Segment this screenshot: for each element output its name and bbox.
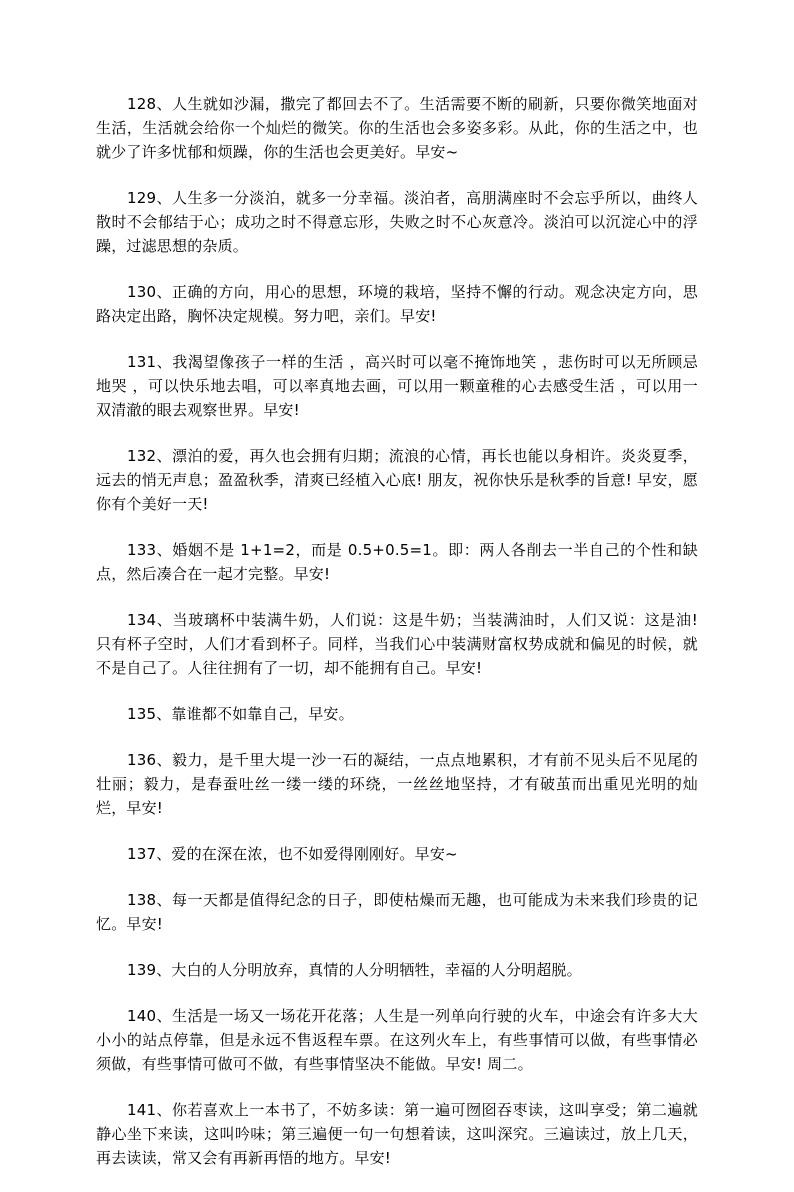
paragraph-138: 138、每一天都是值得纪念的日子，即使枯燥而无趣，也可能成为未来我们珍贵的记忆。早安! xyxy=(96,891,698,933)
paragraph-139: 139、大白的人分明放弃，真情的人分明牺牲，幸福的人分明超脱。 xyxy=(127,961,582,979)
paragraph-128: 128、人生就如沙漏，撒完了都回去不了。生活需要不断的刷新，只要你微笑地面对生活，生活就会给你一个灿烂的微笑。你的生活也会多姿多彩。从此，你的生活之中，也就少了许多忧郁和烦躁，你的生活也会更美好。早安~ xyxy=(96,95,698,161)
paragraph-130: 130、正确的方向，用心的思想，环境的栽培，坚持不懈的行动。观念决定方向，思路决定出路，胸怀决定规模。努力吧，亲们。早安! xyxy=(96,283,698,325)
paragraph-136: 136、毅力，是千里大堤一沙一石的凝结，一点点地累积，才有前不见头后不见尾的壮丽；毅力，是春蚕吐丝一缕一缕的环绕，一丝丝地坚持，才有破茧而出重见光明的灿烂，早安! xyxy=(96,751,698,817)
document-page xyxy=(96,92,698,1192)
paragraph-134: 134、当玻璃杯中装满牛奶，人们说：这是牛奶；当装满油时，人们又说：这是油! 只有杯子空时，人们才看到杯子。同样，当我们心中装满财富权势成就和偏见的时候，就不是自己了。人往往拥有了一切，却不能拥有自己。早安! xyxy=(96,611,698,677)
paragraph-132: 132、漂泊的爱，再久也会拥有归期；流浪的心情，再长也能以身相许。炎炎夏季，远去的悄无声息；盈盈秋季，清爽已经植入心底! 朋友，祝你快乐是秋季的旨意! 早安，愿你有个美好一天! xyxy=(96,447,698,513)
paragraph-141: 141、你若喜欢上一本书了，不妨多读：第一遍可囫囵吞枣读，这叫享受；第二遍就静心坐下来读，这叫吟味；第三遍便一句一句想着读，这叫深究。三遍读过，放上几天，再去读读，常又会有再新再悟的地方。早安! xyxy=(96,1101,698,1167)
paragraph-133: 133、婚姻不是 1+1=2，而是 0.5+0.5=1。即：两人各削去一半自己的个性和缺点，然后凑合在一起才完整。早安! xyxy=(96,541,698,583)
paragraph-135: 135、靠谁都不如靠自己，早安。 xyxy=(127,705,354,723)
paragraph-131: 131、我渴望像孩子一样的生活 ，高兴时可以毫不掩饰地笑 ，悲伤时可以无所顾忌地哭 ，可以快乐地去唱，可以率真地去画，可以用一颗童稚的心去感受生活 ，可以用一双清澈的眼去观察世界。早安! xyxy=(96,353,698,419)
paragraph-140: 140、生活是一场又一场花开花落；人生是一列单向行驶的火车，中途会有许多大大小小的站点停靠，但是永远不售返程车票。在这列火车上，有些事情可以做，有些事情必须做，有些事情可做可不做，有些事情坚决不能做。早安! 周二。 xyxy=(96,1007,698,1073)
paragraph-137: 137、爱的在深在浓，也不如爱得刚刚好。早安~ xyxy=(127,845,458,863)
paragraph-129: 129、人生多一分淡泊，就多一分幸福。淡泊者，高朋满座时不会忘乎所以，曲终人散时不会郁结于心；成功之时不得意忘形，失败之时不心灰意冷。淡泊可以沉淀心中的浮躁，过滤思想的杂质。 xyxy=(96,189,698,255)
